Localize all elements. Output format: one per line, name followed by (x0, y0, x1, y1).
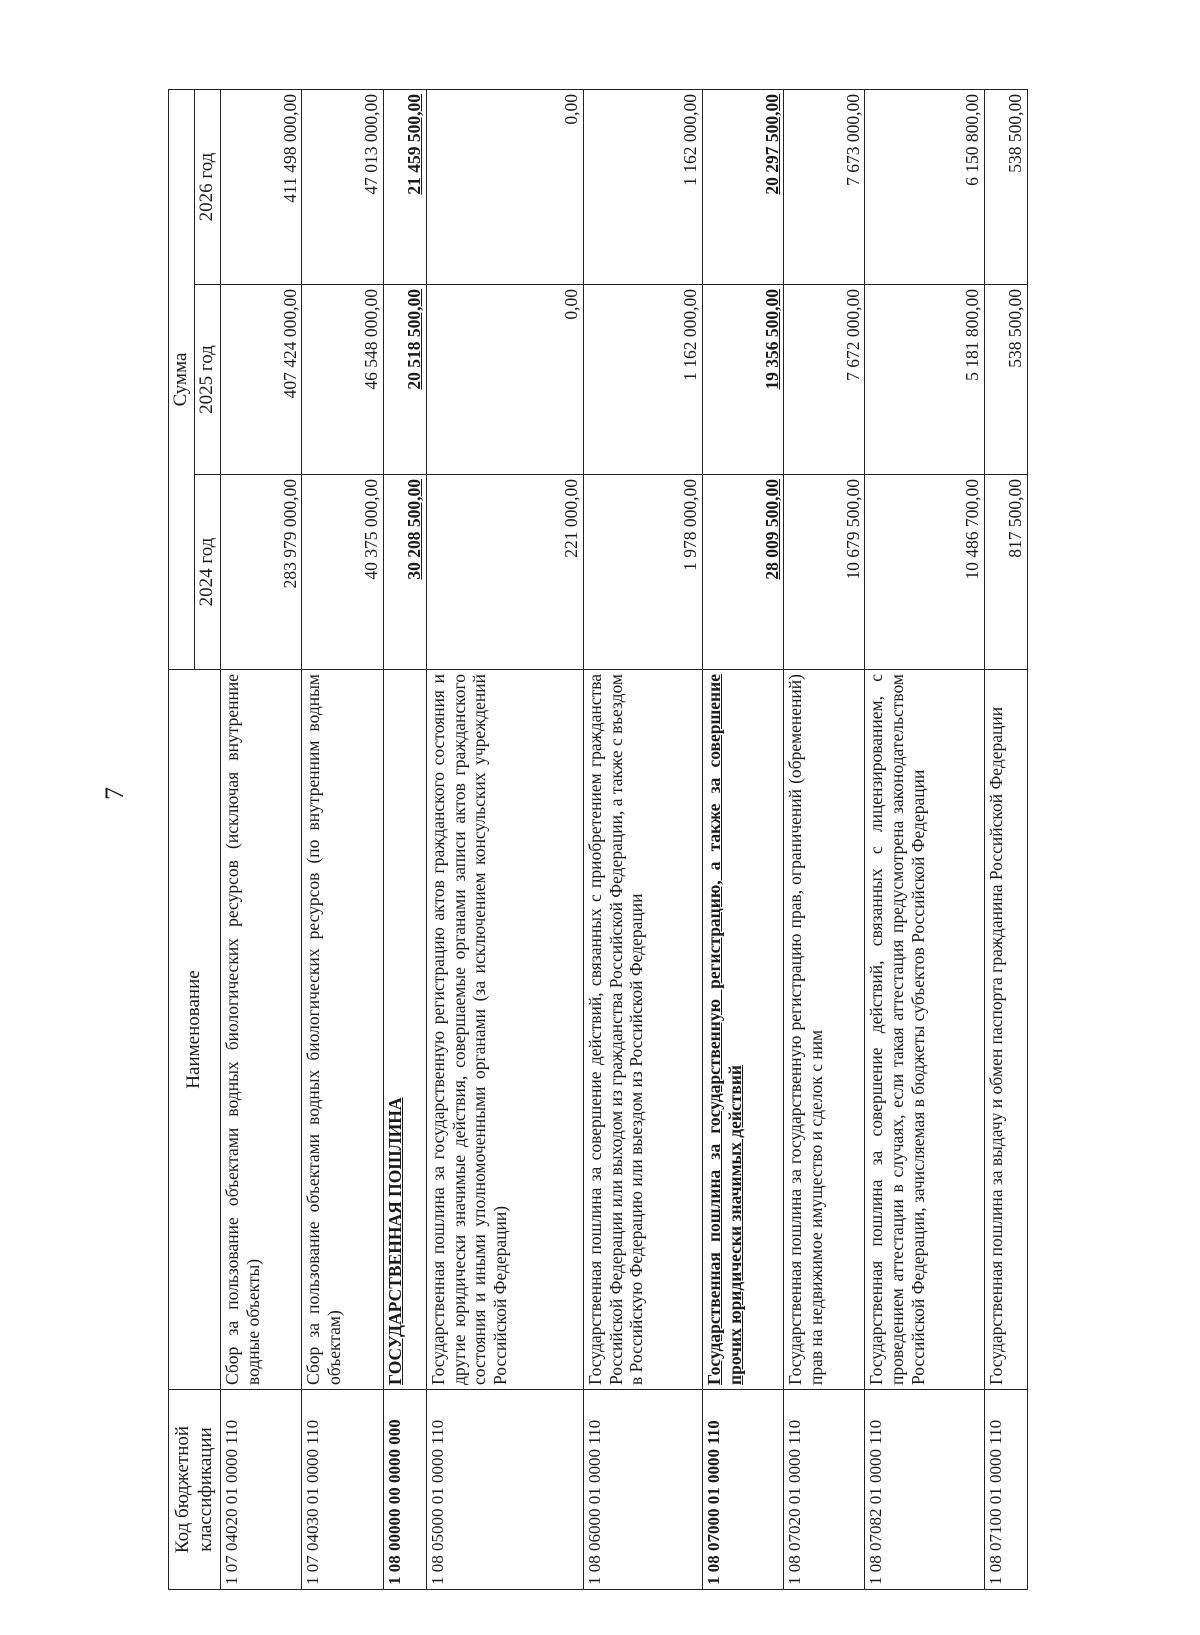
row-value-2024: 817 500,00 (984, 475, 1027, 670)
row-name: Государственная пошлина за совершение действий, связанных с приобретением гражданства Российской Федерации или выходом из гражданства Российской Федерации, а также с въездом в Российскую Федерацию или выездом из Российской Федерации (583, 670, 702, 1390)
row-value-2024: 283 979 000,00 (221, 475, 302, 670)
row-value-2026: 6 150 800,00 (865, 90, 984, 285)
row-value-2024: 28 009 500,00 (702, 475, 783, 670)
table-row (865, 90, 984, 1590)
row-name: Государственная пошлина за государственную регистрацию актов гражданского состояния и другие юридически значимые действия, совершаемые органами записи актов гражданского состояния и иными уполномоченными органами (за исключением консульских учреждений Российской Федерации) (426, 670, 583, 1390)
header-code: Код бюджетной классификации (169, 1390, 221, 1590)
row-value-2026: 1 162 000,00 (583, 90, 702, 285)
row-value-2025: 20 518 500,00 (383, 285, 426, 475)
row-value-2026: 411 498 000,00 (221, 90, 302, 285)
budget-table (168, 89, 1028, 1590)
row-value-2026: 7 673 000,00 (784, 90, 865, 285)
table-row (583, 90, 702, 1590)
row-value-2025: 46 548 000,00 (302, 285, 383, 475)
row-code: 1 08 05000 01 0000 110 (426, 1390, 583, 1590)
row-value-2025: 5 181 800,00 (865, 285, 984, 475)
table-row (383, 90, 426, 1590)
table-row (302, 90, 383, 1590)
header-year-2026: 2026 год (195, 90, 221, 285)
row-name: Государственная пошлина за государственную регистрацию прав, ограничений (обременений) прав на недвижимое имущество и сделок с ним (784, 670, 865, 1390)
row-name: ГОСУДАРСТВЕННАЯ ПОШЛИНА (383, 670, 426, 1390)
table-row (784, 90, 865, 1590)
row-value-2026: 21 459 500,00 (383, 90, 426, 285)
row-code: 1 08 07082 01 0000 110 (865, 1390, 984, 1590)
row-name: Государственная пошлина за государственную регистрацию, а также за совершение прочих юридически значимых действий (702, 670, 783, 1390)
header-name: Наименование (169, 670, 221, 1390)
row-value-2024: 40 375 000,00 (302, 475, 383, 670)
row-name: Сбор за пользование объектами водных биологических ресурсов (исключая внутренние водные объекты) (221, 670, 302, 1390)
row-name: Государственная пошлина за совершение действий, связанных с лицензированием, с проведением аттестации в случаях, если такая аттестация предусмотрена законодательством Российской Федерации, зачисляемая в бюджеты субъектов Российской Федерации (865, 670, 984, 1390)
row-value-2025: 7 672 000,00 (784, 285, 865, 475)
row-code: 1 08 07100 01 0000 110 (984, 1390, 1027, 1590)
row-name: Государственная пошлина за выдачу и обмен паспорта гражданина Российской Федерации (984, 670, 1027, 1390)
row-value-2025: 0,00 (426, 285, 583, 475)
row-code: 1 08 06000 01 0000 110 (583, 1390, 702, 1590)
header-sum: Сумма (169, 90, 195, 670)
row-value-2025: 1 162 000,00 (583, 285, 702, 475)
header-year-2025: 2025 год (195, 285, 221, 475)
table-row (702, 90, 783, 1590)
row-value-2026: 20 297 500,00 (702, 90, 783, 285)
table-row (221, 90, 302, 1590)
row-name: Сбор за пользование объектами водных биологических ресурсов (по внутренним водным объектам) (302, 670, 383, 1390)
header-year-2024: 2024 год (195, 475, 221, 670)
row-value-2024: 30 208 500,00 (383, 475, 426, 670)
row-value-2026: 47 013 000,00 (302, 90, 383, 285)
row-code: 1 07 04030 01 0000 110 (302, 1390, 383, 1590)
row-value-2025: 538 500,00 (984, 285, 1027, 475)
row-code: 1 08 07000 01 0000 110 (702, 1390, 783, 1590)
row-code: 1 08 00000 00 0000 000 (383, 1390, 426, 1590)
row-code: 1 08 07020 01 0000 110 (784, 1390, 865, 1590)
page-number: 7 (100, 787, 129, 800)
table-body (221, 90, 1028, 1590)
row-value-2024: 221 000,00 (426, 475, 583, 670)
rotated-table-container (168, 90, 1028, 1590)
table-row (984, 90, 1027, 1590)
table-row (426, 90, 583, 1590)
row-value-2024: 10 679 500,00 (784, 475, 865, 670)
row-code: 1 07 04020 01 0000 110 (221, 1390, 302, 1590)
row-value-2024: 1 978 000,00 (583, 475, 702, 670)
row-value-2025: 407 424 000,00 (221, 285, 302, 475)
row-value-2026: 0,00 (426, 90, 583, 285)
row-value-2026: 538 500,00 (984, 90, 1027, 285)
row-value-2025: 19 356 500,00 (702, 285, 783, 475)
row-value-2024: 10 486 700,00 (865, 475, 984, 670)
